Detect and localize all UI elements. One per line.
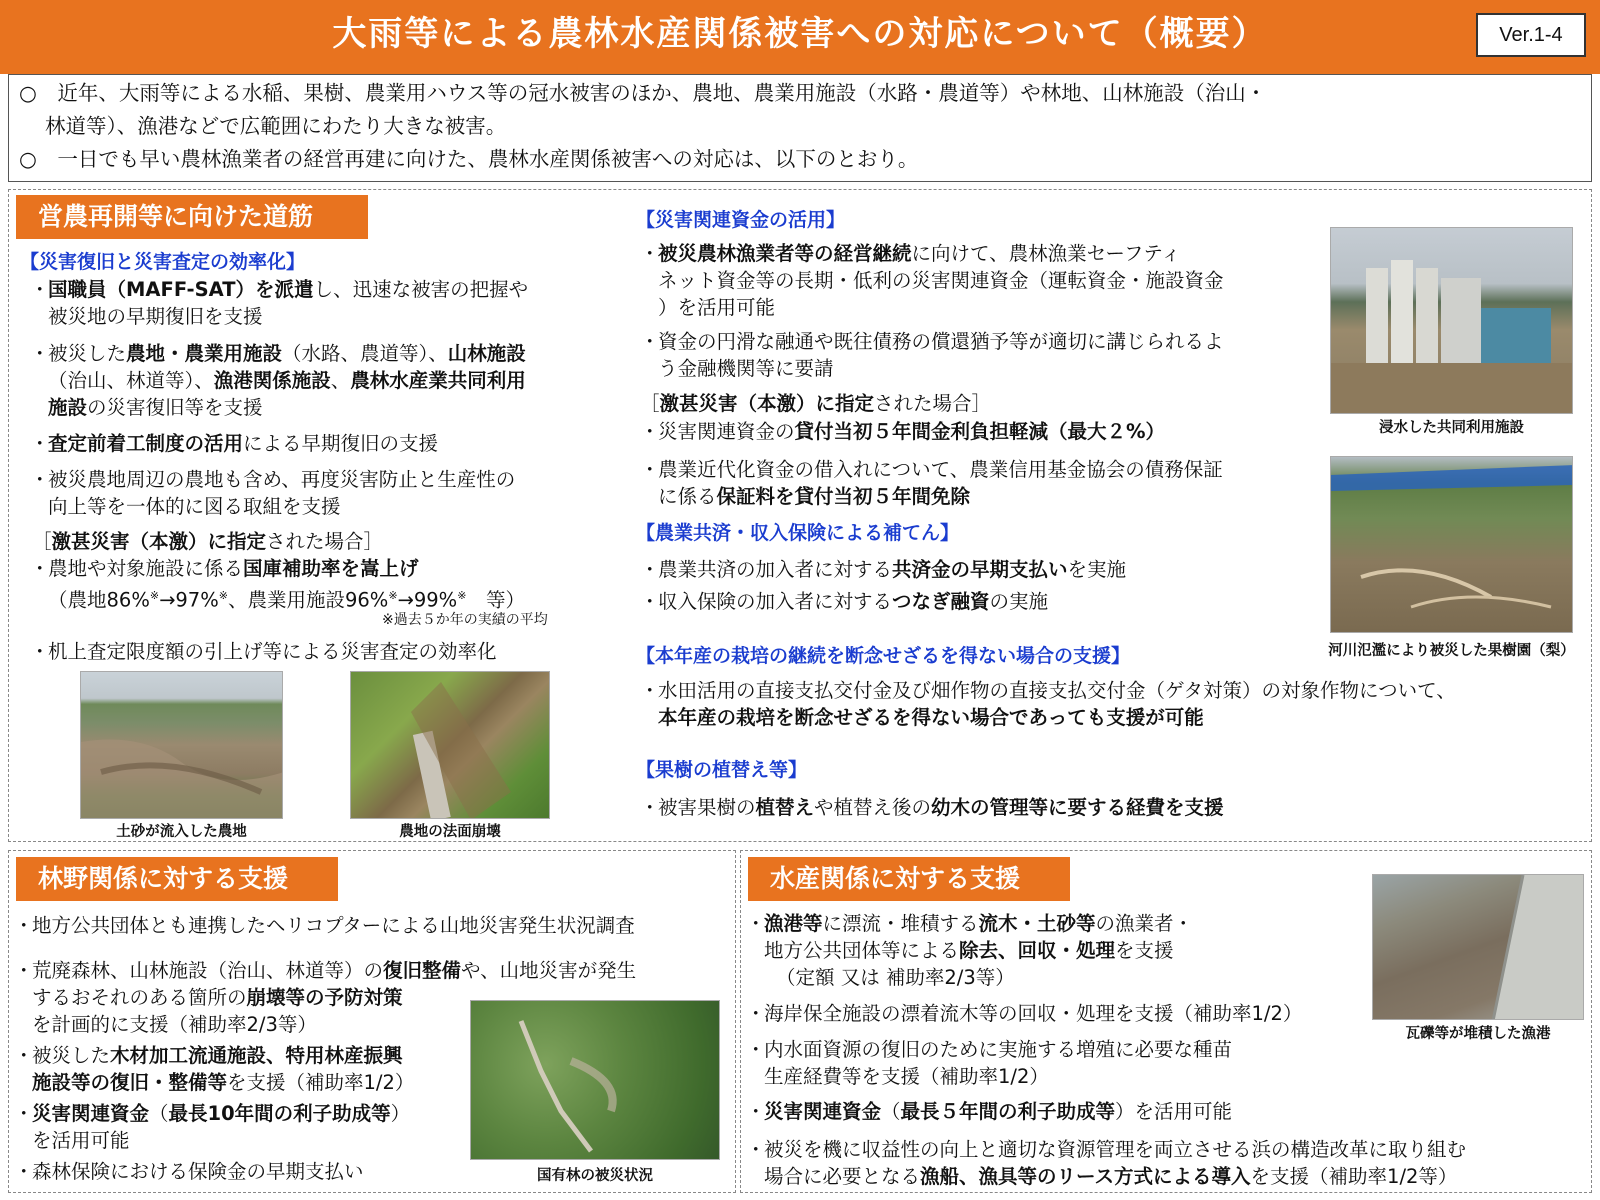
photo-flooded-orchard-art [1331,457,1573,633]
photo-sediment-farmland [80,671,283,819]
item-bridge-loan: ・収入保険の加入者に対するつなぎ融資の実施 [640,590,1049,613]
item-maff-sat: ・国職員（MAFF-SAT）を派遣し、迅速な被害の把握や 被災地の早期復旧を支援 [30,278,529,328]
photo-slope-collapse-art [351,672,550,819]
subhead-fruit-trees: 【果樹の植替え等】 [636,759,808,781]
caption-sediment-farmland: 土砂が流入した農地 [116,824,247,840]
item-forest-restoration: ・荒廃森林、山林施設（治山、林道等）の復旧整備や、山地災害が発生 するおそれのある箇所の崩壊等の予防対策 を計画的に支援（補助率2/3等） [14,959,637,1036]
caption-debris-port: 瓦礫等が堆積した漁港 [1405,1026,1551,1042]
version-badge: Ver.1-4 [1476,13,1586,57]
photo-debris-port-art [1373,875,1584,1020]
photo-national-forest [470,1000,720,1160]
photo-flooded-orchard [1330,456,1573,633]
subhead-funds: 【災害関連資金の活用】 [636,209,846,231]
item-forest-disaster-fund: ・災害関連資金（最長10年間の利子助成等） を活用可能 [14,1102,411,1152]
item-driftwood-removal: ・漁港等に漂流・堆積する流木・土砂等の漁業者・ 地方公共団体等による除去、回収・処理を支援 （定額 又は 補助率2/3等） [746,912,1194,989]
item-timber-facility: ・被災した木材加工流通施設、特用林産振興 施設等の復旧・整備等を支援（補助率1/2） [14,1044,415,1094]
caption-flooded-orchard: 河川氾濫により被災した果樹園（梨） [1328,643,1575,659]
item-surrounding-farmland: ・被災農地周辺の農地も含め、再度災害防止と生産性の 向上等を一体的に図る取組を支援 [30,468,516,518]
intro-line-2: 林道等）、漁港などで広範囲にわたり大きな被害。 [45,114,507,138]
item-subsidy-rate: ・農地や対象施設に係る国庫補助率を嵩上げ （農地86%※→97%※、農業用施設96%※→99%※ 等） [30,557,525,612]
subhead-recovery: 【災害復旧と災害査定の効率化】 [20,251,306,273]
item-guarantee-fee: ・農業近代化資金の借入れについて、農業信用基金協会の債務保証 に係る保証料を貸付当初５年間免除 [640,458,1223,508]
item-replanting: ・被害果樹の植替えや植替え後の幼木の管理等に要する経費を支援 [640,796,1224,819]
severe-disaster-note-1: ［激甚災害（本激）に指定された場合］ [32,530,384,553]
subhead-cultivation: 【本年産の栽培の継続を断念せざるを得ない場合の支援】 [636,645,1131,667]
item-helicopter-survey: ・地方公共団体とも連携したヘリコプターによる山地災害発生状況調査 [14,914,635,937]
intro-box [8,74,1592,182]
item-structural-reform: ・被災を機に収益性の向上と適切な資源管理を両立させる浜の構造改革に取り組む 場合に必要となる漁船、漁具等のリース方式による導入を支援（補助率1/2等） [746,1138,1467,1188]
subhead-insurance: 【農業共済・収入保険による補てん】 [636,522,960,544]
caption-flooded-facility: 浸水した共同利用施設 [1379,420,1524,436]
item-pre-assessment: ・査定前着工制度の活用による早期復旧の支援 [30,432,439,455]
section-tab-fisheries: 水産関係に対する支援 [748,857,1070,901]
caption-slope-collapse: 農地の法面崩壊 [399,824,501,840]
item-interest-reduction: ・災害関連資金の貸付当初５年間金利負担軽減（最大２%） [640,420,1166,443]
caption-national-forest: 国有林の被災状況 [537,1168,653,1184]
item-fisheries-disaster-fund: ・災害関連資金（最長５年間の利子助成等）を活用可能 [746,1100,1233,1123]
item-desk-assessment: ・机上査定限度額の引上げ等による災害査定の効率化 [30,640,497,663]
photo-debris-port [1372,874,1584,1020]
photo-slope-collapse [350,671,550,819]
footnote-average: ※過去５か年の実績の平均 [382,612,548,628]
section-tab-forestry: 林野関係に対する支援 [16,857,338,901]
item-financing-request: ・資金の円滑な融通や既往債務の償還猶予等が適切に講じられるよ う金融機関等に要請 [640,330,1224,380]
item-mutual-aid: ・農業共済の加入者に対する共済金の早期支払いを実施 [640,558,1127,581]
intro-line-1: ○ 近年、大雨等による水稲、果樹、農業用ハウス等の冠水被害のほか、農地、農業用施設（水路・農道等）や林地、山林施設（治山・ [19,81,1267,105]
section-tab-farming: 営農再開等に向けた道筋 [16,195,368,239]
item-coastal-driftwood: ・海岸保全施設の漂着流木等の回収・処理を支援（補助率1/2） [746,1002,1303,1025]
item-direct-payment: ・水田活用の直接支払交付金及び畑作物の直接支払交付金（ゲタ対策）の対象作物について、 本年産の栽培を断念せざるを得ない場合であっても支援が可能 [640,679,1456,729]
page-title: 大雨等による農林水産関係被害への対応について（概要） [332,14,1268,54]
item-forest-insurance: ・森林保険における保険金の早期支払い [14,1160,364,1183]
intro-line-3: ○ 一日でも早い農林漁業者の経営再建に向けた、農林水産関係被害への対応は、以下のとおり。 [19,147,919,171]
photo-national-forest-art [471,1001,720,1160]
photo-flooded-facility-art [1331,228,1573,414]
photo-flooded-facility [1330,227,1573,414]
severe-disaster-note-2: ［激甚災害（本激）に指定された場合］ [640,392,992,415]
item-inland-seedlings: ・内水面資源の復旧のために実施する増殖に必要な種苗 生産経費等を支援（補助率1/2） [746,1038,1233,1088]
photo-sediment-farmland-art [81,672,283,819]
item-business-continuity: ・被災農林漁業者等の経営継続に向けて、農林漁業セーフティ ネット資金等の長期・低利の災害関連資金（運転資金・施設資金 ）を活用可能 [640,242,1224,319]
item-facility-restoration: ・被災した農地・農業用施設（水路、農道等）、山林施設 （治山、林道等）、漁港関係施設、農林水産業共同利用 施設の災害復旧等を支援 [30,342,526,419]
